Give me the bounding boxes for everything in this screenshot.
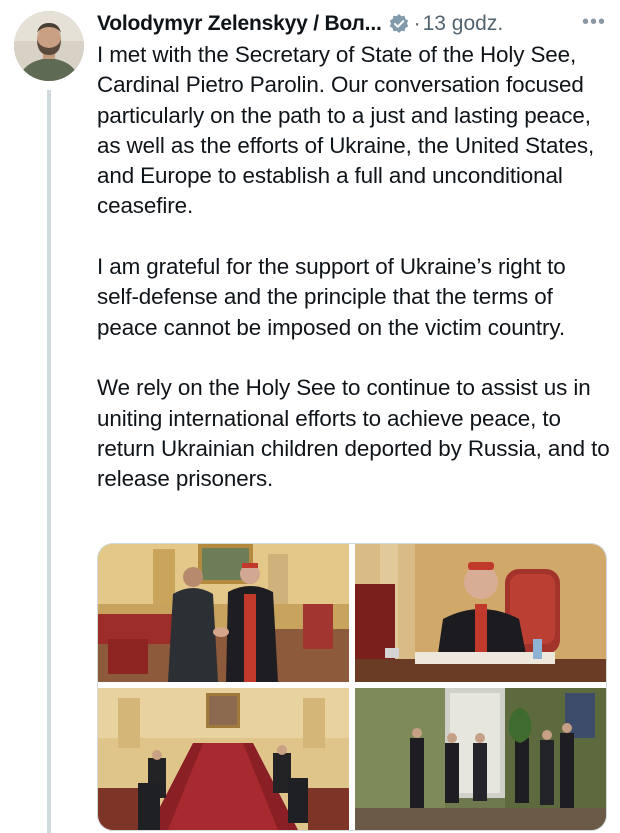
tweet-header (97, 9, 606, 39)
media-grid (97, 543, 607, 831)
author-name[interactable]: Volodymyr Zelenskyy / Вол... (97, 12, 382, 35)
tweet-text (97, 40, 612, 494)
photo-cardinal-seated[interactable] (355, 544, 606, 682)
photo-meeting-table[interactable] (98, 688, 349, 830)
timestamp[interactable]: 13 godz. (422, 12, 504, 35)
tweet-paragraph: I am grateful for the support of Ukraine’s right to self-defense and the principle that the terms of peace cannot be imposed on the victim country. (97, 254, 566, 340)
photo-standing-group[interactable] (355, 688, 606, 830)
avatar-image (14, 11, 84, 81)
tweet-paragraph: I met with the Secretary of State of the Holy See, Cardinal Pietro Parolin. Our conversation focused particularly on the path to a just and lasting peace, as well as the efforts of Ukraine, the United States, and Europe to establish a full and unconditional ceasefire. (97, 42, 595, 219)
thread-line (47, 90, 51, 833)
tweet-paragraph: We rely on the Holy See to continue to assist us in uniting international efforts to achieve peace, to return Ukrainian children deported by Russia, and to release prisoners. (97, 375, 610, 492)
verified-badge-icon[interactable] (388, 13, 410, 35)
author-avatar[interactable] (14, 11, 84, 81)
more-options-icon[interactable]: ••• (581, 11, 606, 33)
photo-handshake[interactable] (98, 544, 349, 682)
header-separator: · (413, 12, 421, 35)
